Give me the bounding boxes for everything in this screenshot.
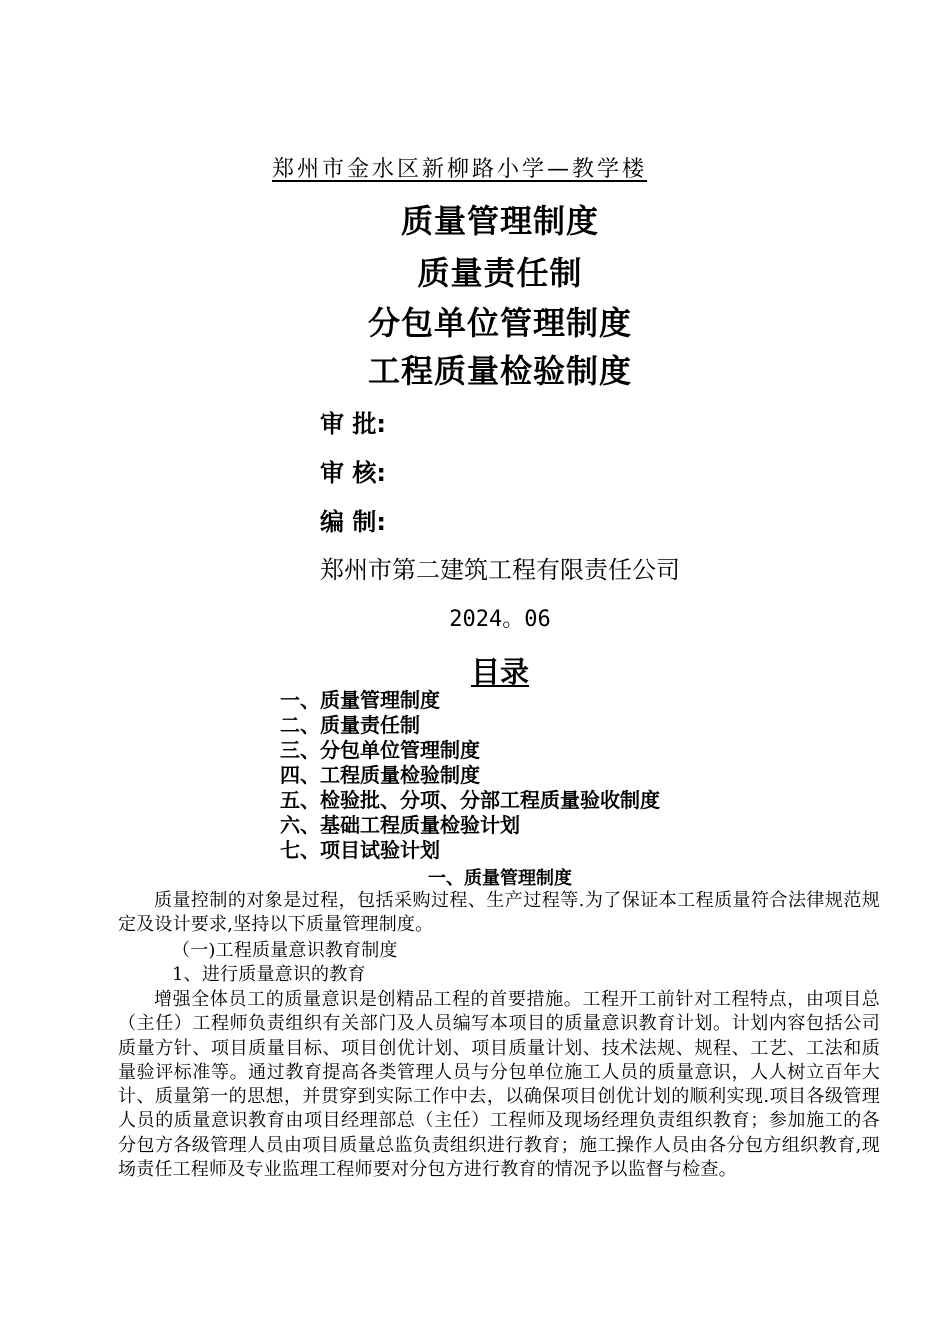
toc-heading: 目录	[470, 655, 529, 689]
cover-title-subcontractor-management: 分包单位管理制度	[367, 304, 632, 342]
company-name: 郑州市第二建筑工程有限责任公司	[320, 556, 680, 584]
compile-label: 编 制:	[320, 508, 386, 536]
toc-item: 六、基础工程质量检验计划	[280, 813, 520, 837]
section-intro-paragraph: 质量控制的对象是过程，包括采购过程、生产过程等.为了保证本工程质量符合法律规范规定及设计要求,坚持以下质量管理制度。	[118, 890, 880, 936]
toc-item: 二、质量责任制	[280, 713, 420, 737]
toc-item: 五、检验批、分项、分部工程质量验收制度	[280, 788, 660, 812]
cover-title-quality-responsibility: 质量责任制	[417, 254, 583, 292]
body-paragraph: 增强全体员工的质量意识是创精品工程的首要措施。工程开工前针对工程特点，由项目总（主任）工程师负责组织有关部门及人员编写本项目的质量意识教育计划。计划内容包括公司质量方针、项目质量目标、项目创优计划、项目质量计划、技术法规、规程、工艺、工法和质量验评标准等。通过教育提高各类管理人员与分包单位施工人员的质量意识，人人树立百年大计、质量第一的思想，并贯穿到实际工作中去，以确保项目创优计划的顺利实现.项目各级管理人员的质量意识教育由项目经理部总（主任）工程师及现场经理负责组织教育；参加施工的各分包方各级管理人员由项目质量总监负责组织进行教育；施工操作人员由各分包方组织教育,现场责任工程师及专业监理工程师要对分包方进行教育的情况予以监督与检查。	[118, 989, 880, 1181]
subsection-heading: （一)工程质量意识教育制度	[172, 940, 398, 961]
document-date: 2024。06	[449, 607, 551, 632]
toc-item: 一、质量管理制度	[280, 688, 440, 712]
toc-item: 三、分包单位管理制度	[280, 738, 480, 762]
project-name: 郑州市金水区新柳路小学—教学楼	[272, 157, 648, 182]
toc-item: 四、工程质量检验制度	[280, 763, 480, 787]
cover-title-quality-inspection: 工程质量检验制度	[367, 352, 632, 390]
approve-label: 审 批:	[320, 410, 386, 438]
toc-item: 七、项目试验计划	[280, 838, 440, 862]
subsection-item-heading: 1、进行质量意识的教育	[172, 964, 366, 985]
cover-title-quality-management: 质量管理制度	[400, 202, 599, 240]
section-title: 一、质量管理制度	[428, 868, 572, 889]
review-label: 审 核:	[320, 459, 386, 487]
table-of-contents	[280, 688, 660, 863]
